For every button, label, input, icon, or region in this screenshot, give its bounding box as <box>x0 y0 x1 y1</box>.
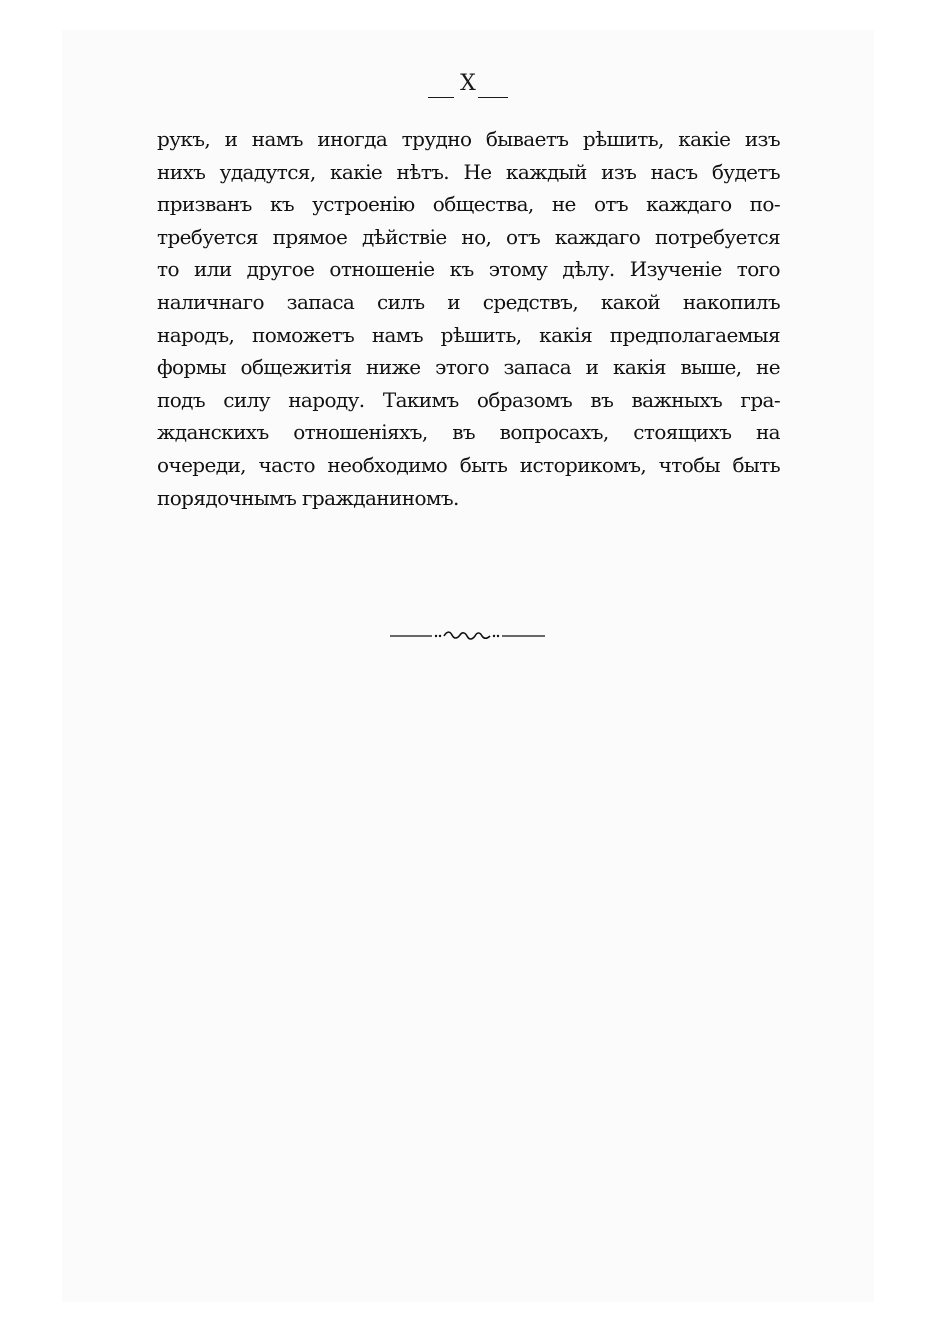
text-line: требуется прямое дѣйствіе но, отъ каждаго потребуется <box>157 224 780 249</box>
text-line: порядочнымъ гражданиномъ. <box>157 485 459 510</box>
text-line: жданскихъ отношеніяхъ, въ вопросахъ, стоящихъ на <box>157 420 780 445</box>
text-line: нихъ удадутся, какіе нѣтъ. Не каждый изъ насъ будетъ <box>157 159 780 184</box>
text-line: формы общежитія ниже этого запаса и какія выше, не <box>157 355 780 380</box>
text-line: наличнаго запаса силъ и средствъ, какой накопилъ <box>157 289 780 314</box>
header-rule-right <box>478 97 508 98</box>
body-paragraph <box>157 123 780 514</box>
text-line: народъ, поможетъ намъ рѣшить, какія предполагаемыя <box>157 322 780 347</box>
text-line: рукъ, и намъ иногда трудно бываетъ рѣшить, какіе изъ <box>157 127 780 151</box>
text-line: то или другое отношеніе къ этому дѣлу. Изученіе того <box>157 257 780 282</box>
text-line: подъ силу народу. Такимъ образомъ въ важныхъ гра- <box>157 387 780 412</box>
header-rule-left <box>428 97 454 98</box>
page-number-header <box>428 70 508 102</box>
text-line: очереди, часто необходимо быть историкомъ, чтобы быть <box>157 452 780 477</box>
tailpiece-ornament-icon <box>390 629 545 643</box>
page-number: X <box>460 71 476 96</box>
text-line: призванъ къ устроенію общества, не отъ каждаго по- <box>157 192 780 217</box>
